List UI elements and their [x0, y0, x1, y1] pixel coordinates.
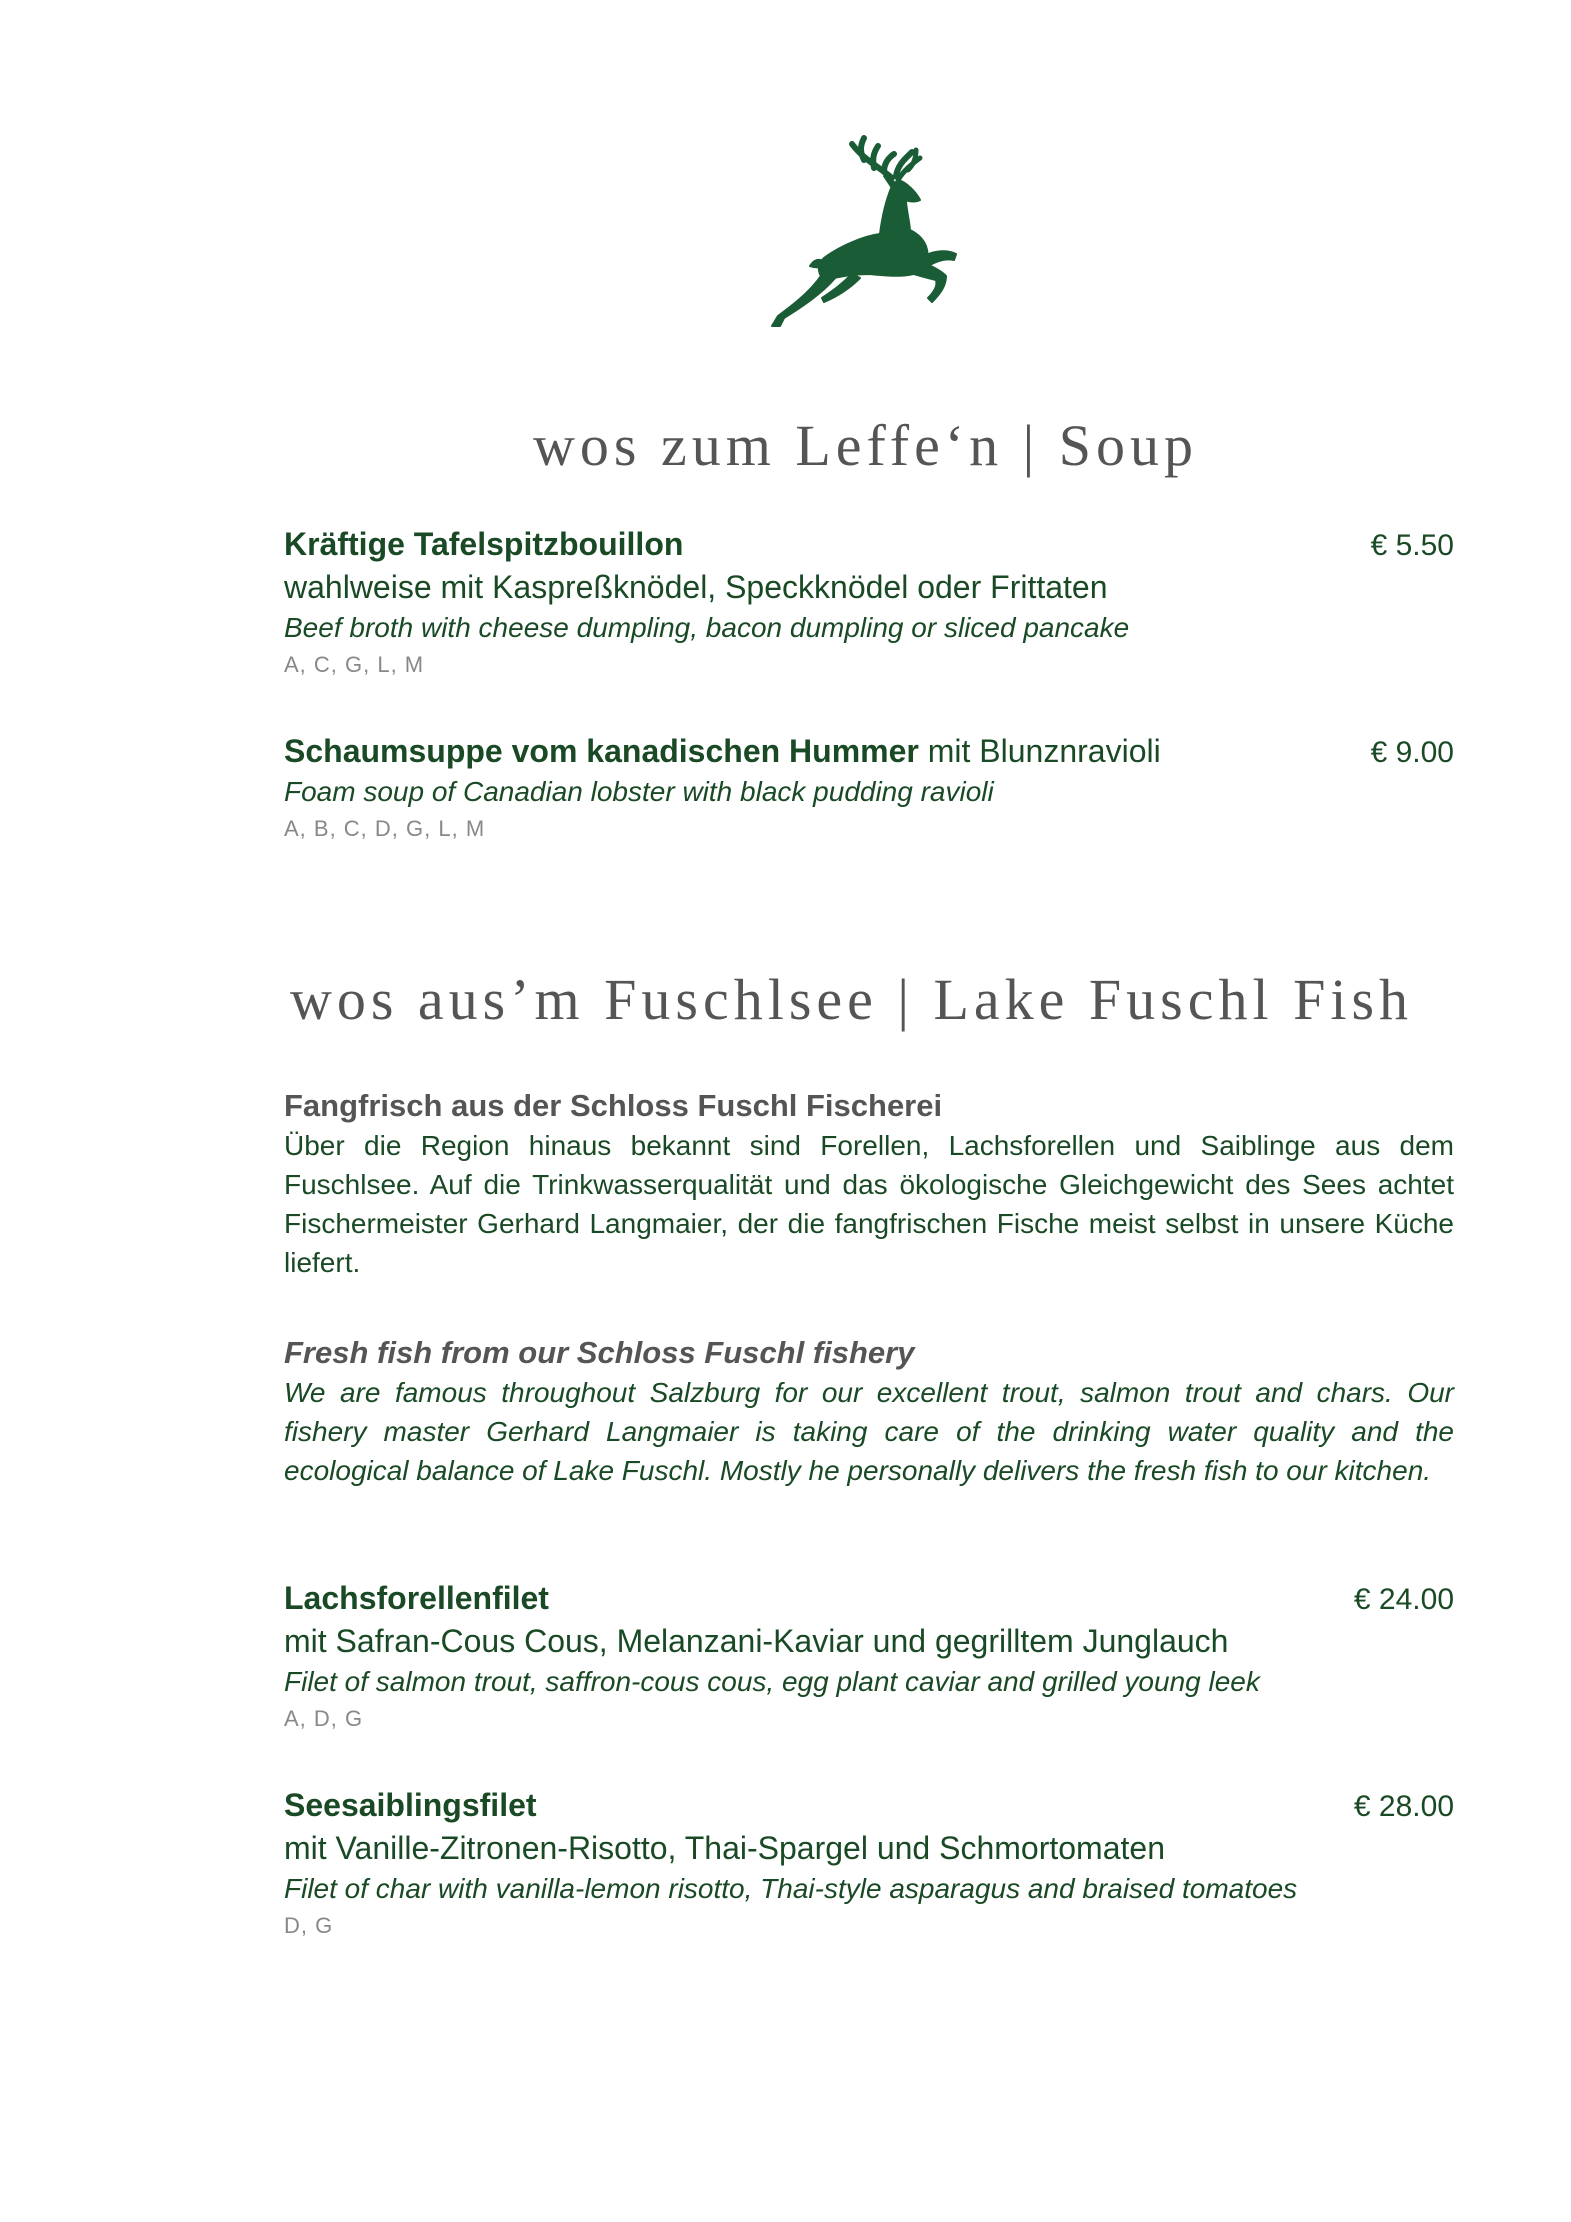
- menu-item: [284, 733, 1454, 842]
- item-name: Schaumsuppe vom kanadischen Hummer: [284, 733, 919, 769]
- item-allergens: A, C, G, L, M: [284, 652, 425, 677]
- section-title-fish: wos aus’m Fuschlsee | Lake Fuschl Fish: [289, 967, 1414, 1032]
- item-name: Kräftige Tafelspitzbouillon: [284, 526, 684, 562]
- menu-item: [284, 526, 1454, 678]
- intro-heading-de: Fangfrisch aus der Schloss Fuschl Fischerei: [284, 1088, 943, 1123]
- item-price: € 9.00: [1370, 736, 1454, 769]
- item-description-en: Beef broth with cheese dumpling, bacon dumpling or sliced pancake: [284, 612, 1130, 643]
- item-name-suffix: mit Blunznravioli: [918, 733, 1161, 769]
- item-description-de: mit Safran-Cous Cous, Melanzani-Kaviar und gegrilltem Junglauch: [284, 1623, 1229, 1659]
- item-name: Lachsforellenfilet: [284, 1580, 549, 1616]
- item-description-de: mit Vanille-Zitronen-Risotto, Thai-Spargel und Schmortomaten: [284, 1830, 1165, 1866]
- item-price: € 5.50: [1370, 529, 1454, 562]
- leaping-stag-icon: [760, 130, 980, 330]
- item-name: Seesaiblingsfilet: [284, 1787, 537, 1823]
- menu-item: [284, 1787, 1454, 1939]
- intro-heading-en: Fresh fish from our Schloss Fuschl fishery: [284, 1335, 915, 1370]
- item-allergens: A, D, G: [284, 1706, 364, 1731]
- item-description-en: Foam soup of Canadian lobster with black pudding ravioli: [284, 776, 994, 807]
- section-title-soup: wos zum Leffe‘n | Soup: [533, 413, 1198, 478]
- item-description-en: Filet of char with vanilla-lemon risotto, Thai-style asparagus and braised tomatoes: [284, 1873, 1298, 1904]
- fishery-intro-en: [284, 1335, 1454, 1490]
- menu-item: [284, 1580, 1454, 1732]
- item-allergens: A, B, C, D, G, L, M: [284, 816, 486, 841]
- item-description-en: Filet of salmon trout, saffron-cous cous, egg plant caviar and grilled young leek: [284, 1666, 1260, 1697]
- item-allergens: D, G: [284, 1913, 334, 1938]
- item-description-de: wahlweise mit Kaspreßknödel, Speckknödel oder Frittaten: [284, 569, 1108, 605]
- fishery-intro-de: [284, 1088, 1454, 1282]
- item-price: € 28.00: [1353, 1790, 1454, 1823]
- item-price: € 24.00: [1353, 1583, 1454, 1616]
- intro-text-en: We are famous throughout Salzburg for our excellent trout, salmon trout and chars. Our fishery master Gerhard Langmaier is taking care of the drinking water quality and the ecological balance of Lake Fuschl. Mostly he personally delivers the fresh fish to our kitchen.: [284, 1377, 1454, 1486]
- intro-text-de: Über die Region hinaus bekannt sind Forellen, Lachsforellen und Saiblinge aus dem Fuschlsee. Auf die Trinkwasserqualität und das ökologische Gleichgewicht des Sees achtet Fischermeister Gerhard Langmaier, der die fangfrischen Fische meist selbst in unsere Küche liefert.: [284, 1130, 1454, 1278]
